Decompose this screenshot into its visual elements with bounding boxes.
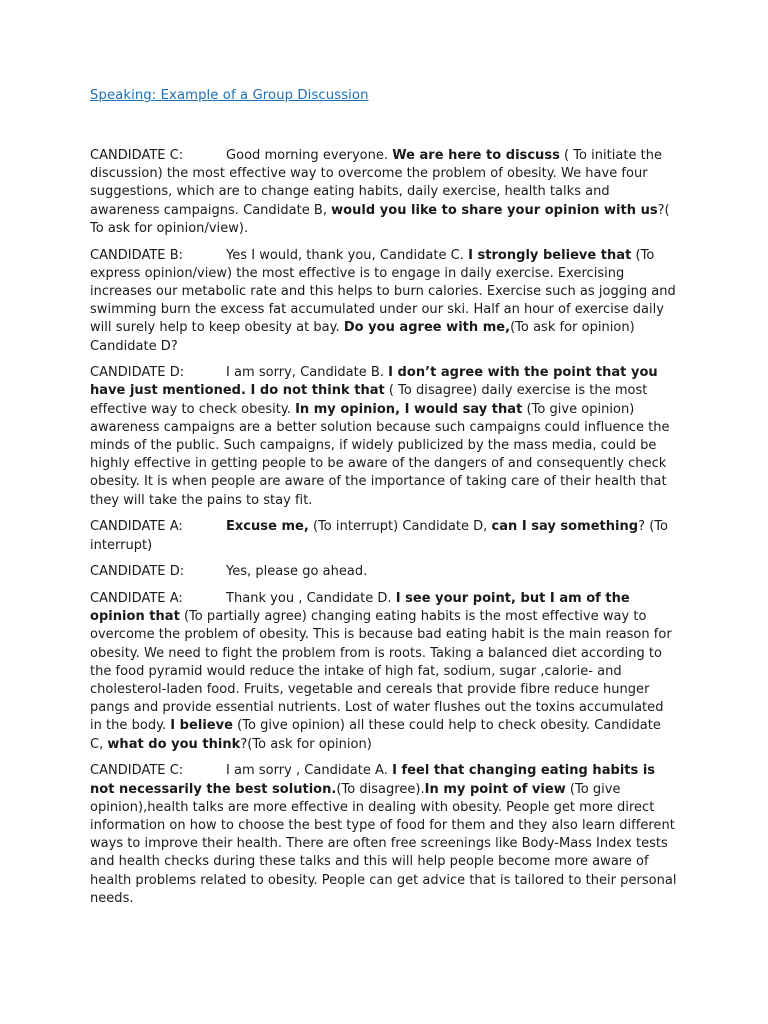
emphasized-phrase: I see your point, but I am of the opinion that	[90, 590, 630, 625]
dialogue-text: ( To initiate the discussion) the most effective way to overcome the problem of obesity. We have four suggestions, which are to change eating habits, daily exercise, health talks and awareness campaigns. Candidate B,	[90, 148, 663, 218]
dialogue-text: I am sorry , Candidate A.	[226, 763, 393, 779]
dialogue-text: (To give opinion) awareness campaigns are a better solution because such campaigns could influence the minds of the public. Such campaigns, if widely publicized by the mass media, could be highly effective in getting people to be aware of the dangers of and consequently check obesity. It is when people are aware of the importance of taking care of their health that they will take the pains to stay fit.	[90, 401, 670, 508]
dialogue-paragraph	[90, 518, 678, 554]
dialogue-paragraph	[90, 247, 678, 356]
dialogue-text: (To give opinion) all these could help to check obesity. Candidate C,	[90, 718, 661, 752]
emphasized-phrase: I don’t agree with the point that you have just mentioned. I do not think that	[90, 365, 658, 399]
emphasized-phrase: I strongly believe that	[468, 247, 632, 263]
document-title: Speaking: Example of a Group Discussion	[90, 88, 369, 103]
dialogue-text: (To ask for opinion) Candidate D?	[90, 320, 635, 354]
emphasized-phrase: Excuse me,	[226, 519, 309, 535]
dialogue-text: ?(To ask for opinion)	[240, 736, 372, 752]
dialogue-text: Yes, please go ahead.	[226, 564, 368, 580]
emphasized-phrase: I believe	[170, 718, 233, 734]
speaker-label: CANDIDATE C:	[90, 148, 184, 163]
emphasized-phrase: In my point of view	[424, 781, 566, 797]
dialogue-text: ? (To interrupt)	[90, 519, 669, 553]
speaker-label: CANDIDATE B:	[90, 247, 184, 263]
dialogue-text: (To disagree).	[336, 781, 425, 797]
dialogue-text: Good morning everyone.	[226, 148, 393, 163]
dialogue-text: Thank you , Candidate D.	[226, 590, 396, 606]
dialogue-text: ?( To ask for opinion/view).	[90, 202, 670, 236]
dialogue-text: (To partially agree) changing eating habits is the most effective way to overcome the problem of obesity. This is because bad eating habit is the main reason for obesity. We need to fight the problem from is roots. Taking a balanced diet according to the food pyramid would reduce the intake of high fat, sodium, sugar ,calorie- and cholesterol-laden food. Fruits, vegetable and cereals that provide fibre reduce hunger pangs and provide essential nutrients. Lost of water flushes out the toxins accumulated in the body.	[90, 609, 672, 734]
emphasized-phrase: would you like to share your opinion with us	[331, 202, 658, 218]
dialogue-paragraph	[90, 590, 678, 754]
document-page	[90, 88, 678, 916]
dialogue-paragraph	[90, 563, 678, 581]
discussion-transcript	[90, 147, 678, 908]
dialogue-paragraph	[90, 364, 678, 510]
emphasized-phrase: Do you agree with me,	[343, 320, 511, 336]
speaker-label: CANDIDATE D:	[90, 564, 185, 580]
speaker-label: CANDIDATE A:	[90, 519, 183, 535]
dialogue-text: (To express opinion/view) the most effective is to engage in daily exercise. Exercising increases our metabolic rate and this helps to burn calories. Exercise such as jogging and swimming burn the excess fat accumulated under our ski. Half an hour of exercise daily will surely help to keep obesity at bay.	[90, 247, 676, 336]
speaker-label: CANDIDATE A:	[90, 590, 183, 606]
speaker-label: CANDIDATE C:	[90, 763, 184, 779]
speaker-label: CANDIDATE D:	[90, 365, 185, 381]
dialogue-text: Yes I would, thank you, Candidate C.	[226, 247, 469, 263]
dialogue-paragraph	[90, 762, 678, 908]
dialogue-paragraph	[90, 147, 678, 238]
dialogue-text: I am sorry, Candidate B.	[226, 365, 389, 381]
emphasized-phrase: what do you think	[107, 736, 241, 752]
dialogue-text: (To give opinion),health talks are more effective in dealing with obesity. People get more direct information on how to choose the best type of food for them and they also learn different ways to improve their health. There are often free screenings like Body-Mass Index tests and health checks during these talks and this will help people become more aware of health problems related to obesity. People can get advice that is tailored to their personal needs.	[90, 781, 677, 906]
emphasized-phrase: In my opinion, I would say that	[295, 401, 523, 417]
emphasized-phrase: We are here to discuss	[392, 148, 560, 163]
dialogue-text: ( To disagree) daily exercise is the most effective way to check obesity.	[90, 383, 648, 417]
emphasized-phrase: I feel that changing eating habits is not necessarily the best solution.	[90, 763, 656, 797]
dialogue-text: (To interrupt) Candidate D,	[308, 519, 492, 535]
emphasized-phrase: can I say something	[491, 519, 639, 535]
